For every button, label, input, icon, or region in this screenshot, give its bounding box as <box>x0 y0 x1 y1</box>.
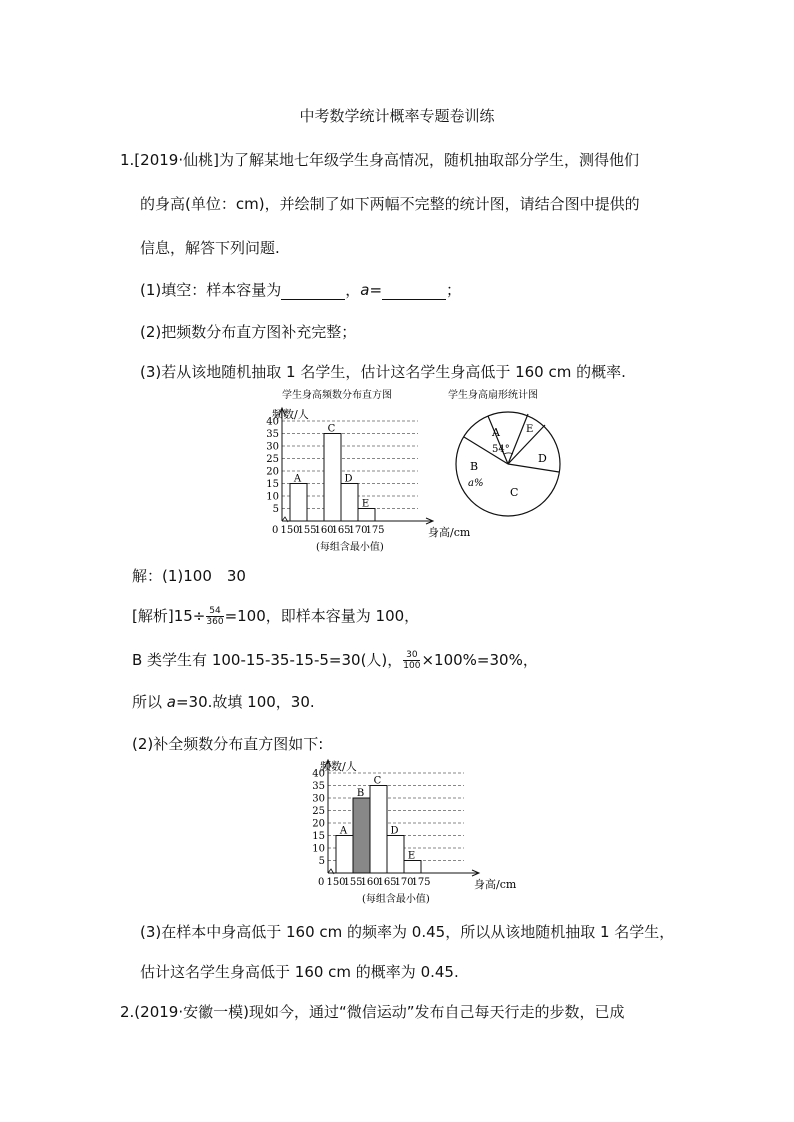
histogram-2-plot <box>312 760 479 888</box>
histogram-2-origin: 0 <box>318 877 325 888</box>
q1-sub2: (2)把频数分布直方图补充完整； <box>140 323 357 341</box>
histogram-2-y-tick: 30 <box>312 793 325 805</box>
fraction-numerator: 54 <box>206 606 223 617</box>
solution-b-line <box>132 650 538 671</box>
q1-sub1 <box>140 280 461 300</box>
histogram-2-x-tick: 165 <box>377 877 397 888</box>
histogram-1-y-tick: 20 <box>266 466 279 478</box>
histogram-1-bar-c <box>324 434 341 522</box>
q1-sub3: (3)若从该地随机抽取 1 名学生，估计这名学生身高低于 160 cm 的概率. <box>140 363 626 381</box>
pie-label-a: A <box>492 426 500 439</box>
histogram-1-caption: (每组含最小值) <box>316 542 384 553</box>
histogram-1-bar-label-d: D <box>344 473 353 485</box>
fraction-numerator: 30 <box>403 650 420 661</box>
sub1-text-b: ， <box>345 281 361 299</box>
histogram-2-bar-label-a: A <box>339 825 348 837</box>
histogram-1-y-tick: 15 <box>266 479 279 490</box>
histogram-2-x-tick: 150 <box>326 877 346 888</box>
answer-blank-2[interactable] <box>382 285 446 300</box>
histogram-2-bar-c <box>370 786 387 874</box>
fraction-30-100 <box>403 650 420 671</box>
analysis-text-b: =100，即样本容量为 100， <box>224 607 420 625</box>
pie-divider-4 <box>508 464 559 472</box>
histogram-1-title: 学生身高频数分布直方图 <box>282 390 392 401</box>
q1-line2: 的身高(单位：cm)，并绘制了如下两幅不完整的统计图，请结合图中提供的 <box>140 195 640 213</box>
pie-title: 学生身高扇形统计图 <box>448 390 538 401</box>
histogram-1-y-tick: 40 <box>266 416 279 428</box>
histogram-2-bar-label-c: C <box>373 775 382 787</box>
histogram-2-x-tick: 160 <box>360 877 380 888</box>
histogram-2-y-tick: 15 <box>312 831 325 842</box>
histogram-1-x-tick: 150 <box>280 525 300 536</box>
histogram-2-caption: (每组含最小值) <box>362 894 430 905</box>
solution-ans2: (2)补全频数分布直方图如下: <box>132 735 324 753</box>
solution-ans1: 解：(1)100 30 <box>132 567 246 585</box>
pie-angle-54: 54° <box>492 444 510 455</box>
fraction-denominator: 100 <box>403 661 421 671</box>
histogram-1-bar-label-a: A <box>293 473 302 485</box>
histogram-2-bar-label-b: B <box>356 788 365 799</box>
fraction-denominator: 360 <box>206 617 224 627</box>
histogram-1-bar-label-c: C <box>327 423 336 435</box>
pie-divider-2 <box>508 414 528 464</box>
pie-chart <box>448 386 568 526</box>
pie-plot <box>456 412 560 516</box>
analysis-text-a: [解析]15÷ <box>132 607 206 625</box>
histogram-2-y-tick: 35 <box>312 781 325 792</box>
fraction-54-360 <box>206 606 223 627</box>
histogram-2-bar-a <box>336 836 353 874</box>
histogram-1-plot <box>266 408 433 536</box>
histogram-1-y-tick: 30 <box>266 441 279 453</box>
histogram-1-y-tick: 5 <box>272 504 279 515</box>
solution-so <box>132 692 315 712</box>
sub1-text-d: ； <box>446 281 462 299</box>
histogram-1-x-tick: 170 <box>348 525 368 536</box>
histogram-1-x-tick: 165 <box>331 525 351 536</box>
answer-blank-1[interactable] <box>281 285 345 300</box>
histogram-2-x-tick: 170 <box>394 877 414 888</box>
histogram-1-y-tick: 35 <box>266 429 279 440</box>
q2-line1: 2.(2019·安徽一模)现如今，通过“微信运动”发布自己每天行走的步数，已成 <box>120 1003 625 1021</box>
pie-label-a-percent: a% <box>468 478 484 489</box>
histogram-1-bar-e <box>358 509 375 522</box>
b-line-text-a: B 类学生有 100-15-35-15-5=30(人)， <box>132 651 403 669</box>
histogram-2-ylabel: 频数/人 <box>320 760 357 773</box>
histogram-1 <box>252 386 474 556</box>
histogram-1-bar-a <box>290 484 307 522</box>
histogram-2-xlabel: 身高/cm <box>474 878 517 891</box>
pie-label-d: D <box>538 452 547 465</box>
histogram-2-x-tick: 155 <box>343 877 363 888</box>
histogram-1-x-tick: 175 <box>365 525 385 536</box>
histogram-2 <box>298 756 520 908</box>
sub1-text-a: (1)填空：样本容量为 <box>140 281 282 299</box>
histogram-2-bar-e <box>404 861 421 874</box>
page-title: 中考数学统计概率专题卷训练 <box>299 107 495 125</box>
histogram-1-ylabel: 频数/人 <box>272 408 309 421</box>
histogram-1-origin: 0 <box>272 525 279 536</box>
histogram-2-y-tick: 40 <box>312 768 325 780</box>
b-line-text-b: ×100%=30%， <box>421 651 538 669</box>
histogram-1-x-tick: 155 <box>297 525 317 536</box>
histogram-1-bar-d <box>341 484 358 522</box>
so-var-a: a <box>166 693 176 711</box>
q1-line3: 信息，解答下列问题. <box>140 239 280 257</box>
so-text-b: =30.故填 100，30. <box>175 693 315 711</box>
pie-label-b: B <box>470 460 479 473</box>
histogram-1-xlabel: 身高/cm <box>428 526 471 539</box>
solution-ans3-line2: 估计这名学生身高低于 160 cm 的概率为 0.45. <box>140 963 459 981</box>
histogram-2-x-tick: 175 <box>411 877 431 888</box>
q1-line1: 1.[2019·仙桃]为了解某地七年级学生身高情况，随机抽取部分学生，测得他们 <box>120 151 639 169</box>
histogram-2-y-tick: 5 <box>318 856 325 867</box>
histogram-2-bar-d <box>387 836 404 874</box>
histogram-2-y-tick: 25 <box>312 806 325 817</box>
histogram-1-y-tick: 10 <box>266 491 279 503</box>
sub1-var-a: a <box>360 281 370 299</box>
solution-ans3-line1: (3)在样本中身高低于 160 cm 的频率为 0.45，所以从该地随机抽取 1 名学生， <box>140 923 675 941</box>
pie-label-c: C <box>510 486 519 499</box>
pie-label-e: E <box>526 424 534 435</box>
histogram-1-y-tick: 25 <box>266 454 279 465</box>
pie-divider-1 <box>488 416 508 464</box>
histogram-2-bar-label-e: E <box>407 850 416 862</box>
histogram-2-y-tick: 10 <box>312 843 325 855</box>
so-text-a: 所以 <box>132 693 167 711</box>
histogram-1-x-tick: 160 <box>314 525 334 536</box>
solution-analysis <box>132 606 419 627</box>
histogram-2-bar-label-d: D <box>390 825 399 837</box>
histogram-2-bar-b <box>353 798 370 873</box>
sub1-text-c: = <box>369 281 383 299</box>
histogram-2-y-tick: 20 <box>312 818 325 830</box>
histogram-1-bar-label-e: E <box>361 498 370 510</box>
